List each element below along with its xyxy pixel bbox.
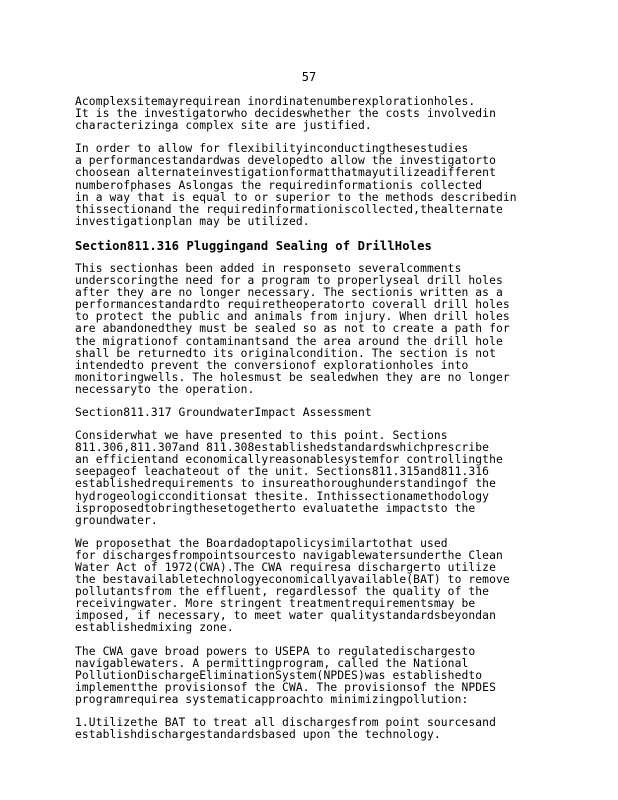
- paragraph-consider: Considerwhat we have presented to this point. Sections 811.306,811.307and 811.308establishedstandardswhichprescribe an efficientand economicallyreasonablesystemfor controllingthe seepageof leachateout of the unit. Sections811.315and811.316 establishedrequirements to insureathoroughunderstandingof the hydrogeologicconditionsat thesite. Inthissectionamethodology isproposedtobringthesetogetherto evaluatethe impactsto the groundwater.: [75, 429, 503, 527]
- document-body: [75, 96, 545, 741]
- paragraph-plugging-sealing: This sectionhas been added in responseto severalcomments underscoringthe need for a program to properlyseal drill holes after they are no longer necessary. The sectionis written as a performancestandardto requiretheoperatorto coverall drill holes to protect the public and animals from injury. When drill holes are abandonedthey must be sealed so as not to create a path for the migrationof contaminantsand the area around the drill hole shall be returnedto its originalcondition. The section is not intendedto prevent the conversionof explorationholes into monitoringwells. The holesmust be sealedwhen they are no longer necessaryto the operation.: [75, 261, 510, 396]
- list-item-utilize-bat: 1.Utilizethe BAT to treat all dischargesfrom point sourcesand establishdischargestandardsbased upon the technology.: [75, 716, 496, 742]
- heading-section-811-316: Section811.316 Pluggingand Sealing of DrillHoles: [75, 238, 432, 253]
- heading-section-811-317: Section811.317 GroundwaterImpact Assessment: [75, 405, 372, 419]
- page-number: 57: [301, 70, 317, 84]
- paragraph-propose-policy: We proposethat the Boardadoptapolicysimilartothat used for dischargesfrompointsourcesto navigablewatersunderthe Clean Water Act of 1972(CWA).The CWA requiresa dischargerto utilize the bestavailabletechnologyeconomicallyavailable(BAT) to remove pollutantsfrom the effluent, regardlessof the quality of the receivingwater. More stringent treatmentrequirementsmay be imposed, if necessary, to meet water qualitystandardsbeyondan establishedmixing zone.: [75, 536, 510, 635]
- paragraph-complex-site: Acomplexsitemayrequirean inordinatenumberexplorationholes. It is the investigatorwho decideswhether the costs involvedin characterizinga complex site are justified.: [75, 95, 496, 133]
- paragraph-cwa-powers: The CWA gave broad powers to USEPA to regulatedischargesto navigablewaters. A permittingprogram, called the National PollutionDischargeEliminationSystem(NPDES)was establishedto implementthe provisionsof the CWA. The provisionsof the NPDES programrequirea systematicapproachto minimizingpollution:: [75, 644, 496, 706]
- paragraph-flexibility: In order to allow for flexibilityinconductingthesestudies a performancestandardwas developedto allow the investigatorto choosean alternateinvestigationformatthatmayutilizeadifferent numberofphases Aslongas the requiredinformationis collected in a way that is equal to or superior to the methods describedin thissectionand the requiredinformationiscollected,thealternate investigationplan may be utilized.: [75, 142, 517, 228]
